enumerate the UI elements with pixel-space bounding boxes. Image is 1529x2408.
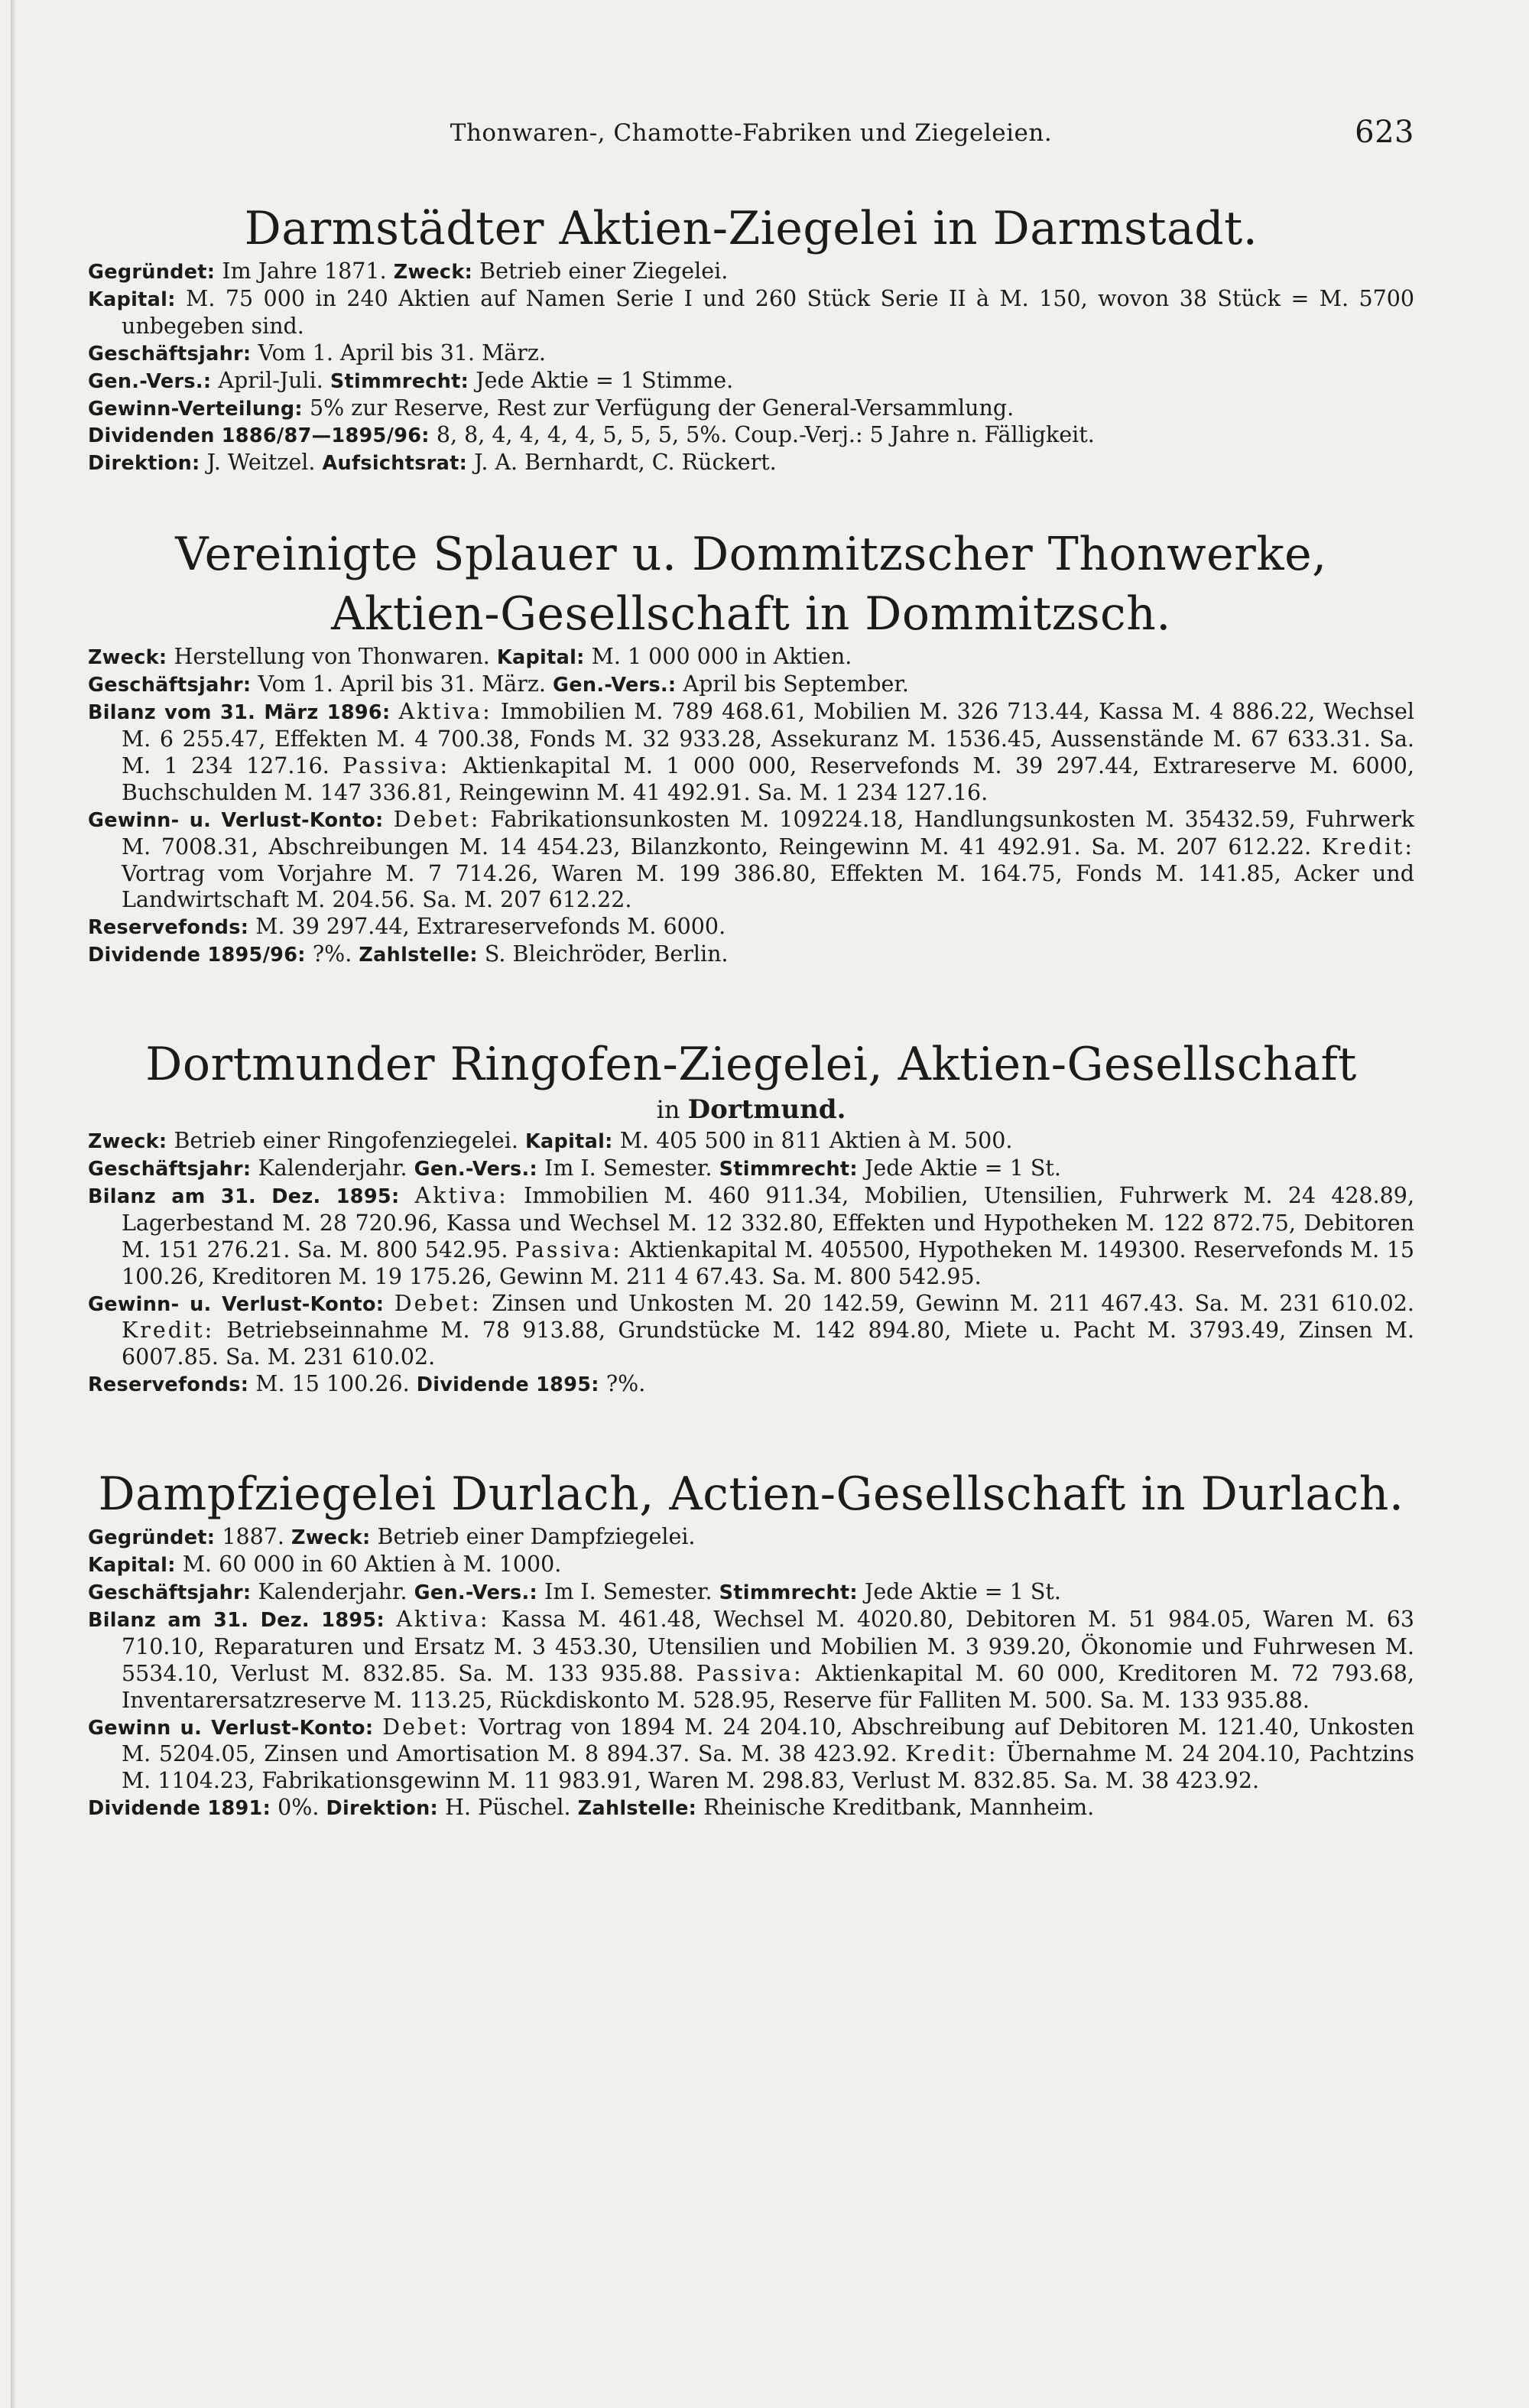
field-text	[385, 1607, 396, 1632]
entry-paragraph	[88, 1524, 1414, 1552]
field-text: April bis September.	[676, 671, 909, 697]
field-text	[399, 1183, 414, 1208]
field-label: Stimmrecht:	[719, 1158, 858, 1181]
field-text: M. 39 297.44, Extrareservefonds M. 6000.	[248, 914, 726, 940]
field-text: Aktienkapital M. 1 000 000, Reservefonds M. 39 297.44, Extrareserve M. 6000, Buchschulden M. 147 336.81, Reingewinn M. 41 492.91. Sa. M. 1 234 127.16.	[122, 752, 1414, 805]
section-label: Kredit:	[905, 1741, 998, 1767]
field-label: Geschäftsjahr:	[88, 1581, 252, 1604]
field-text: Jede Aktie = 1 St.	[857, 1579, 1061, 1604]
field-text: J. A. Bernhardt, C. Rückert.	[467, 450, 777, 476]
entry-paragraph	[88, 395, 1414, 423]
field-text: Vom 1. April bis 31. März.	[251, 340, 546, 366]
subtitle-city: Dortmund.	[687, 1094, 846, 1126]
field-text	[384, 807, 394, 832]
field-text: Herstellung von Thonwaren.	[167, 644, 497, 670]
field-label: Gewinn- u. Verlust-Konto:	[88, 1292, 385, 1316]
field-text	[215, 422, 222, 447]
subtitle-in: in	[656, 1095, 680, 1125]
field-text: Immobilien M. 460 911.34, Mobilien, Utensilien, Fuhrwerk M. 24 428.89, Lagerbestand M. 28 720.96, Kassa und Wechsel M. 12 332.80, Effekten und Hypotheken M. 122 872.75, Debitoren M. 151 276.21. Sa. M. 800 542.95.	[122, 1182, 1415, 1262]
field-label: Gegründet:	[88, 261, 216, 284]
field-label: Gewinn u. Verlust-Konto:	[88, 1716, 374, 1740]
entry-body	[88, 1128, 1414, 1399]
field-text: Betrieb einer Ringofenziegelei.	[167, 1128, 525, 1154]
entry-paragraph	[88, 368, 1414, 395]
field-text: April-Juli.	[211, 367, 330, 393]
field-text: M. 405 500 in 811 Aktien à M. 500.	[612, 1128, 1013, 1154]
entry-paragraph	[88, 422, 1414, 450]
entry-subtitle	[88, 1094, 1414, 1125]
field-label: Reservefonds:	[88, 1373, 249, 1397]
field-text: Übernahme M. 24 204.10, Pachtzins M. 1104.23, Fabrikationsgewinn M. 11 983.91, Waren M. 298.83, Verlust M. 832.85. Sa. M. 38 423.92.	[122, 1741, 1414, 1794]
entry-paragraph	[88, 1371, 1414, 1399]
field-text: Kalenderjahr.	[251, 1155, 414, 1181]
page-number: 623	[1355, 115, 1414, 150]
field-label: Bilanz am 31. Dez. 1895:	[88, 1608, 385, 1632]
field-text: Jede Aktie = 1 Stimme.	[469, 367, 734, 393]
field-text: 1887.	[215, 1524, 292, 1550]
field-label: 1886/87—1895/96:	[221, 424, 430, 448]
entry-paragraph	[88, 671, 1414, 699]
field-text: H. Püschel.	[438, 1795, 578, 1821]
field-text: Aktienkapital M. 60 000, Kreditoren M. 72 793.68, Inventarersatzreserve M. 113.25, Rückdiskonto M. 528.95, Reserve für Falliten M. 500. Sa. M. 133 935.88.	[122, 1660, 1414, 1713]
field-text: Betriebseinnahme M. 78 913.88, Grundstücke M. 142 894.80, Miete u. Pacht M. 3793.49, Zinsen M. 6007.85. Sa. M. 231 610.02.	[122, 1318, 1414, 1370]
field-label: Gen.-Vers.:	[553, 674, 677, 697]
field-label: Zweck:	[88, 1130, 167, 1154]
field-label: Dividende 1891:	[88, 1797, 271, 1821]
running-head	[88, 115, 1414, 161]
field-text: Vortrag von 1894 M. 24 204.10, Abschreibung auf Debitoren M. 121.40, Unkosten M. 5204.05, Zinsen und Amortisation M. 8 894.37. Sa. M. 38 423.92.	[122, 1714, 1414, 1767]
field-text: Vortrag vom Vorjahre M. 7 714.26, Waren M. 199 386.80, Effekten M. 164.75, Fonds M. 141.85, Acker und Landwirtschaft M. 204.56. Sa. M. 207 612.22.	[122, 860, 1414, 913]
field-label: Gewinn-Verteilung:	[88, 397, 303, 421]
field-label: Gen.-Vers.:	[414, 1158, 538, 1181]
field-text: Zinsen und Unkosten M. 20 142.59, Gewinn M. 211 467.43. Sa. M. 231 610.02.	[481, 1290, 1414, 1316]
field-text: Kalenderjahr.	[251, 1579, 414, 1604]
field-text: Im I. Semester.	[537, 1579, 719, 1604]
section-label: Passiva:	[696, 1660, 803, 1686]
field-label: Geschäftsjahr:	[88, 1158, 252, 1181]
entry-dortmund	[88, 1035, 1414, 1399]
entry-paragraph	[88, 1579, 1414, 1607]
entry-paragraph	[88, 1291, 1414, 1372]
section-label: Passiva:	[342, 752, 450, 778]
field-text: Immobilien M. 789 468.61, Mobilien M. 326 713.44, Kassa M. 4 886.22, Wechsel M. 6 255.47, Effekten M. 4 700.38, Fonds M. 32 933.28, Assekuranz M. 1536.45, Aussenstände M. 67 633.31. Sa. M. 1 234 127.16.	[122, 699, 1415, 778]
field-text: Fabrikationsunkosten M. 109224.18, Handlungsunkosten M. 35432.59, Fuhrwerk M. 7008.31, Abschreibungen M. 14 454.23, Bilanzkonto, Reingewinn M. 41 492.91. Sa. M. 207 612.22.	[122, 806, 1415, 860]
section-label: Aktiva:	[398, 699, 492, 725]
field-label: Bilanz am 31. Dez. 1895:	[88, 1185, 400, 1208]
field-text	[373, 1714, 382, 1740]
field-label: Zweck:	[291, 1526, 371, 1550]
field-text: M. 75 000 in 240 Aktien auf Namen Serie I und 260 Stück Serie II à M. 150, wovon 38 Stück = M. 5700 unbegeben sind.	[122, 285, 1414, 339]
section-label: Debet:	[393, 806, 481, 832]
field-label: Stimmrecht:	[719, 1581, 858, 1604]
field-text: M. 1 000 000 in Aktien.	[584, 644, 852, 670]
section-label: Kredit:	[122, 1318, 215, 1344]
field-label: Dividende 1895/96:	[88, 944, 306, 967]
entry-paragraph	[88, 340, 1414, 368]
entry-paragraph	[88, 450, 1414, 477]
field-text	[390, 699, 398, 724]
entry-paragraph	[88, 1155, 1414, 1183]
entry-dommitzsch	[88, 525, 1414, 969]
field-label: Gen.-Vers.:	[414, 1581, 538, 1604]
field-label: Aufsichtsrat:	[322, 452, 468, 476]
section-label: Kredit:	[1321, 834, 1414, 860]
field-label: Bilanz vom 31. März 1896:	[88, 701, 391, 725]
section-label: Debet:	[394, 1290, 482, 1316]
field-text: ?%.	[305, 941, 359, 967]
entry-paragraph	[88, 941, 1414, 969]
entry-paragraph	[88, 644, 1414, 671]
field-label: Zweck:	[393, 261, 473, 284]
field-label: Gegründet:	[88, 1526, 216, 1550]
section-label: Aktiva:	[396, 1606, 490, 1632]
field-text: J. Weitzel.	[200, 450, 323, 476]
field-label: Zahlstelle:	[359, 944, 478, 967]
field-text: Betrieb einer Ziegelei.	[472, 258, 729, 284]
field-label: Dividenden	[88, 424, 215, 448]
entry-paragraph	[88, 699, 1414, 807]
section-label: Passiva:	[515, 1236, 622, 1262]
entry-body	[88, 644, 1414, 969]
field-text: ?%.	[599, 1371, 646, 1397]
field-label: Kapital:	[524, 1130, 613, 1154]
field-text: Im Jahre 1871.	[215, 258, 394, 284]
entry-paragraph	[88, 1607, 1414, 1714]
field-text: 8, 8, 4, 4, 4, 4, 5, 5, 5, 5%. Coup.-Verj.: 5 Jahre n. Fälligkeit.	[429, 422, 1095, 448]
field-text: 5% zur Reserve, Rest zur Verfügung der General-Versammlung.	[302, 395, 1014, 421]
entry-paragraph	[88, 258, 1414, 286]
field-label: Kapital:	[496, 646, 585, 670]
field-text: Im I. Semester.	[537, 1155, 719, 1181]
field-label: Direktion:	[326, 1797, 439, 1821]
field-text: Jede Aktie = 1 St.	[857, 1155, 1061, 1181]
entry-title: Dortmunder Ringofen-Ziegelei, Aktien-Gesellschaft	[145, 1038, 1357, 1092]
field-label: Gen.-Vers.:	[88, 369, 212, 393]
field-text: Betrieb einer Dampfziegelei.	[370, 1524, 696, 1550]
entry-paragraph	[88, 286, 1414, 340]
field-label: Kapital:	[88, 1554, 176, 1578]
field-text: Kassa M. 461.48, Wechsel M. 4020.80, Debitoren M. 51 984.05, Waren M. 63 710.10, Reparaturen und Ersatz M. 3 453.30, Utensilien und Mobilien M. 3 939.20, Ökonomie und Fuhrwesen M. 5534.10, Verlust M. 832.85. Sa. M. 133 935.88.	[122, 1606, 1415, 1686]
entry-paragraph	[88, 1128, 1414, 1155]
entry-title: Vereinigte Splauer u. Dommitzscher Thonwerke, Aktien-Gesellschaft in Dommitzsch.	[175, 528, 1327, 642]
entry-paragraph	[88, 1795, 1414, 1822]
field-text: 0%.	[271, 1795, 326, 1821]
entry-paragraph	[88, 914, 1414, 941]
field-label: Reservefonds:	[88, 916, 249, 940]
entry-paragraph	[88, 1183, 1414, 1291]
entry-paragraph	[88, 1552, 1414, 1579]
entry-body	[88, 1524, 1414, 1822]
field-label: Dividende 1895:	[416, 1373, 599, 1397]
field-label: Gewinn- u. Verlust-Konto:	[88, 808, 384, 832]
section-label: Debet:	[382, 1714, 470, 1740]
field-label: Zahlstelle:	[577, 1797, 697, 1821]
entry-title: Dampfziegelei Durlach, Actien-Gesellschaft in Durlach.	[98, 1467, 1404, 1522]
field-text: S. Bleichröder, Berlin.	[477, 941, 729, 967]
field-text: M. 60 000 in 60 Aktien à M. 1000.	[175, 1552, 562, 1578]
field-text: Aktienkapital M. 405500, Hypotheken M. 149300. Reservefonds M. 15 100.26, Kreditoren M. 19 175.26, Gewinn M. 211 4 67.43. Sa. M. 800 542.95.	[122, 1236, 1414, 1289]
field-label: Kapital:	[88, 288, 176, 311]
entry-paragraph	[88, 807, 1414, 915]
section-label: Aktiva:	[414, 1182, 508, 1208]
field-text	[384, 1291, 394, 1316]
field-label: Geschäftsjahr:	[88, 342, 252, 366]
entry-title: Darmstädter Aktien-Ziegelei in Darmstadt.	[244, 202, 1258, 255]
field-label: Zweck:	[88, 646, 167, 670]
field-text: M. 15 100.26.	[248, 1371, 417, 1397]
field-text: Rheinische Kreditbank, Mannheim.	[696, 1795, 1095, 1821]
entry-durlach	[88, 1464, 1414, 1822]
field-label: Direktion:	[88, 452, 200, 476]
entry-paragraph	[88, 1714, 1414, 1795]
field-text: Vom 1. April bis 31. März.	[251, 671, 553, 697]
entry-body	[88, 258, 1414, 477]
entry-darmstadt	[88, 199, 1414, 477]
running-title: Thonwaren-, Chamotte-Fabriken und Ziegeleien.	[450, 119, 1053, 147]
field-label: Stimmrecht:	[329, 369, 469, 393]
field-label: Geschäftsjahr:	[88, 674, 252, 697]
